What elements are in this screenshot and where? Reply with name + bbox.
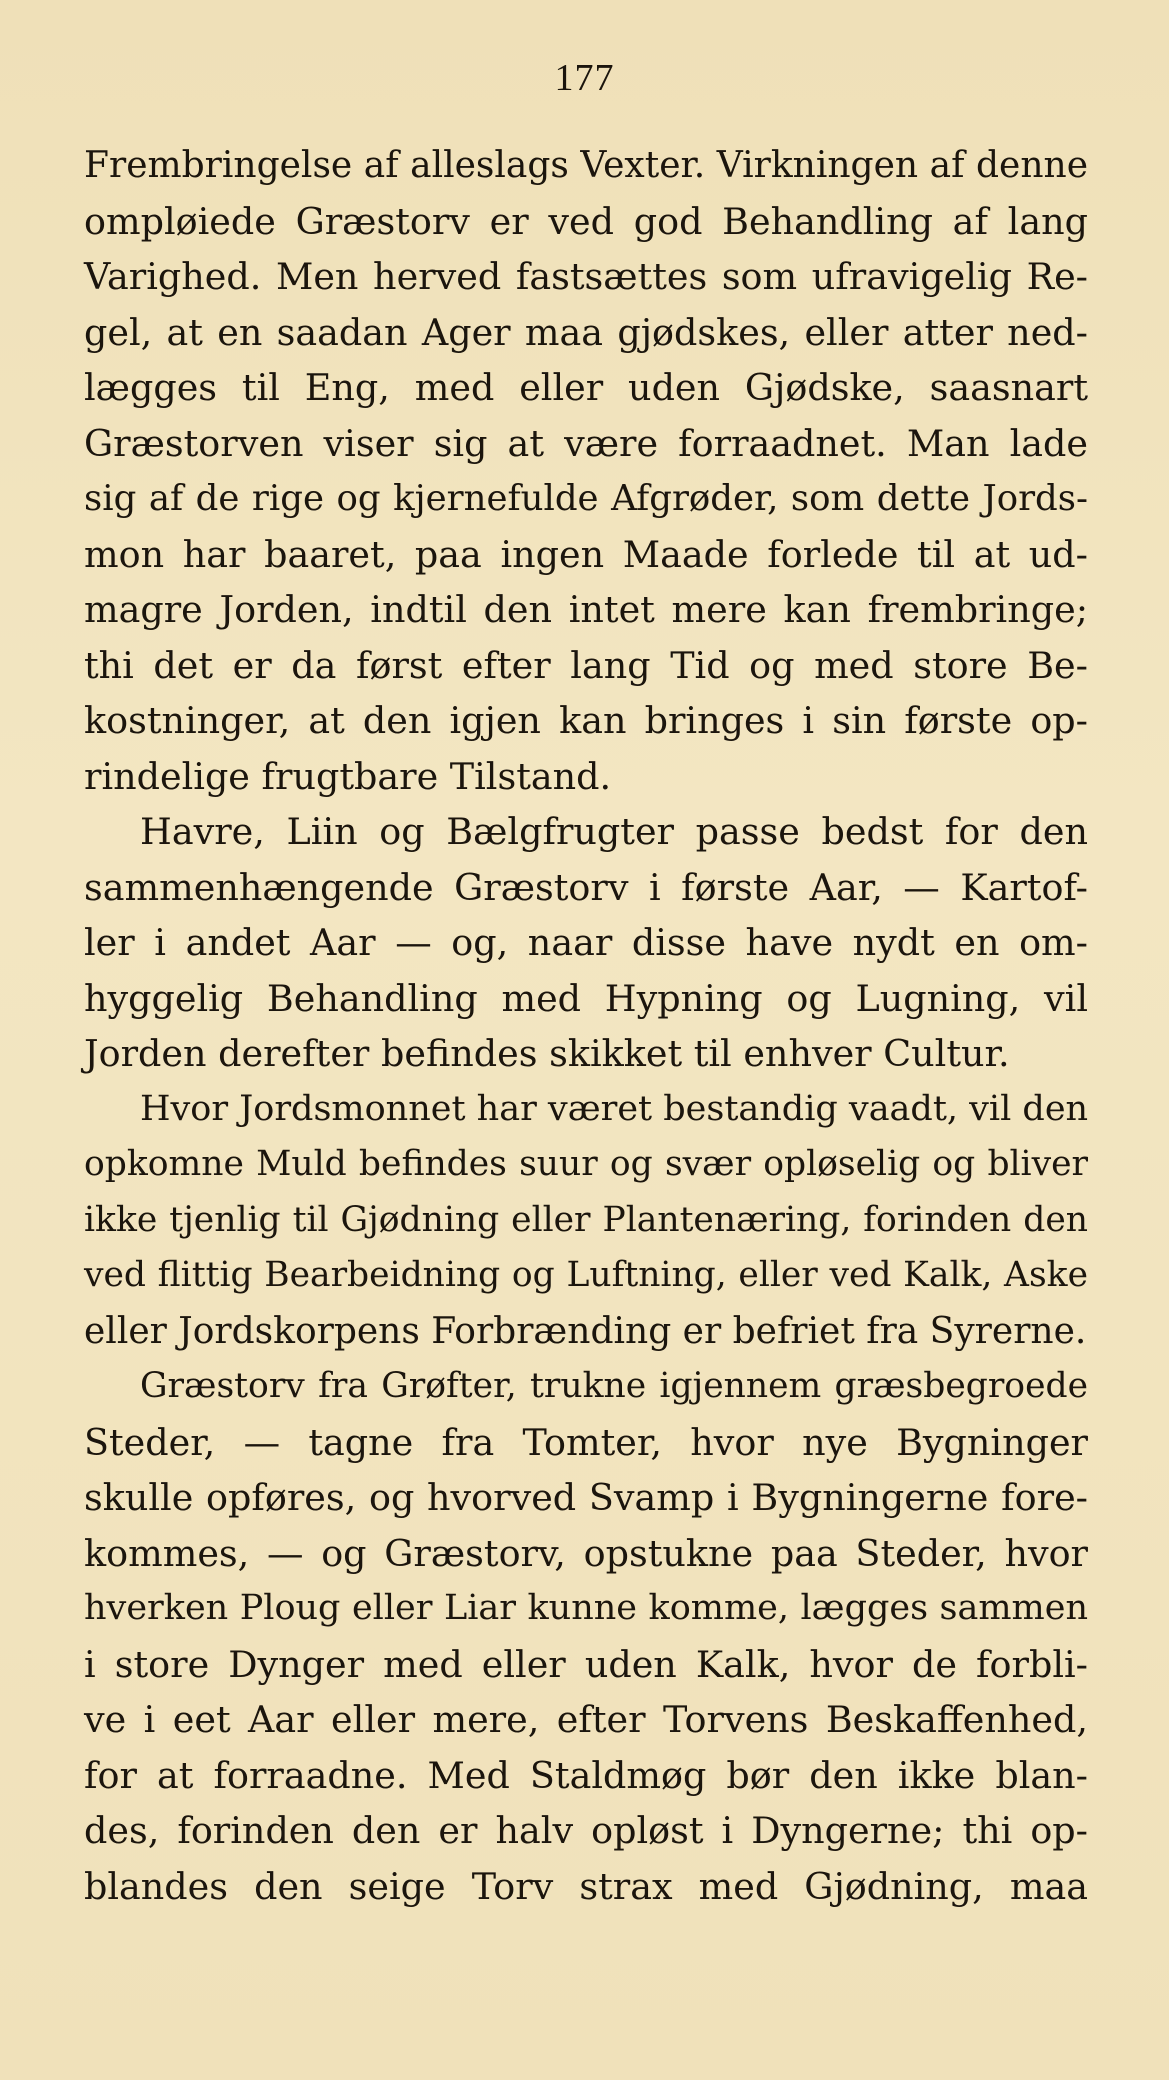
text-line: ompløiede Græstorv er ved god Behandling af lang (84, 199, 1088, 243)
text-line: gel, at en saadan Ager maa gjødskes, eller atter ned- (84, 310, 1088, 354)
text-line: ler i andet Aar — og, naar disse have nydt en om- (84, 921, 1088, 964)
text-line: eller Jordskorpens Forbrænding er befriet fra Syrerne. (84, 1310, 1087, 1352)
text-line: i store Dynger med eller uden Kalk, hvor de forbli- (84, 1642, 1088, 1686)
text-line: Steder, — tagne fra Tomter, hvor nye Bygninger (84, 1420, 1088, 1464)
text-line: blandes den seige Torv strax med Gjødning, maa (84, 1864, 1088, 1908)
text-line: opkomne Muld befindes suur og svær opløselig og bliver (84, 1144, 1088, 1184)
text-line: sig af de rige og kjernefulde Afgrøder, som dette Jords- (84, 478, 1088, 519)
text-line: mon har baaret, paa ingen Maade forlede til at ud- (84, 532, 1088, 576)
text-line: Frembringelse af alleslags Vexter. Virkningen af denne (84, 145, 1088, 186)
paragraph-start-line: Havre, Liin og Bælgfrugter passe bedst for den (140, 810, 1088, 853)
text-line: Varighed. Men herved fastsættes som ufravigelig Re- (84, 255, 1088, 298)
text-line: Jorden derefter befindes skikket til enhver Cultur. (84, 1032, 1010, 1075)
text-line: kostninger, at den igjen kan bringes i sin første op- (84, 699, 1088, 742)
text-line: for at forraadne. Med Staldmøg bør den ikke blan- (84, 1753, 1088, 1797)
text-line: magre Jorden, indtil den intet mere kan frembringe; (84, 588, 1088, 631)
text-line: Græstorven viser sig at være forraadnet. Man lade (84, 421, 1088, 465)
text-line: des, forinden den er halv opløst i Dyngerne; thi op- (84, 1809, 1088, 1852)
text-line: ved flittig Bearbeidning og Luftning, eller ved Kalk, Aske (84, 1255, 1088, 1295)
text-line: rindelige frugtbare Tilstand. (84, 754, 612, 798)
text-line: hyggelig Behandling med Hypning og Lugning, vil (84, 976, 1088, 1020)
paragraph-start-line: Hvor Jordsmonnet har været bestandig vaadt, vil den (140, 1088, 1089, 1129)
text-line: hverken Ploug eller Liar kunne komme, lægges sammen (84, 1588, 1088, 1628)
text-line: kommes, — og Græstorv, opstukne paa Steder, hvor (84, 1531, 1088, 1575)
text-line: skulle opføres, og hvorved Svamp i Bygningerne fore- (84, 1476, 1088, 1519)
paragraph-start-line: Græstorv fra Grøfter, trukne igjennem græsbegroede (140, 1366, 1088, 1406)
page-number: 177 (554, 57, 615, 99)
text-line: sammenhængende Græstorv i første Aar, — Kartof- (84, 865, 1088, 909)
text-line: ve i eet Aar eller mere, efter Torvens Beskaffenhed, (84, 1698, 1088, 1741)
body-text (84, 138, 1088, 1914)
text-line: ikke tjenlig til Gjødning eller Plantenæring, forinden den (84, 1199, 1088, 1240)
text-line: thi det er da først efter lang Tid og med store Be- (84, 643, 1088, 687)
text-line: lægges til Eng, med eller uden Gjødske, saasnart (84, 366, 1088, 409)
